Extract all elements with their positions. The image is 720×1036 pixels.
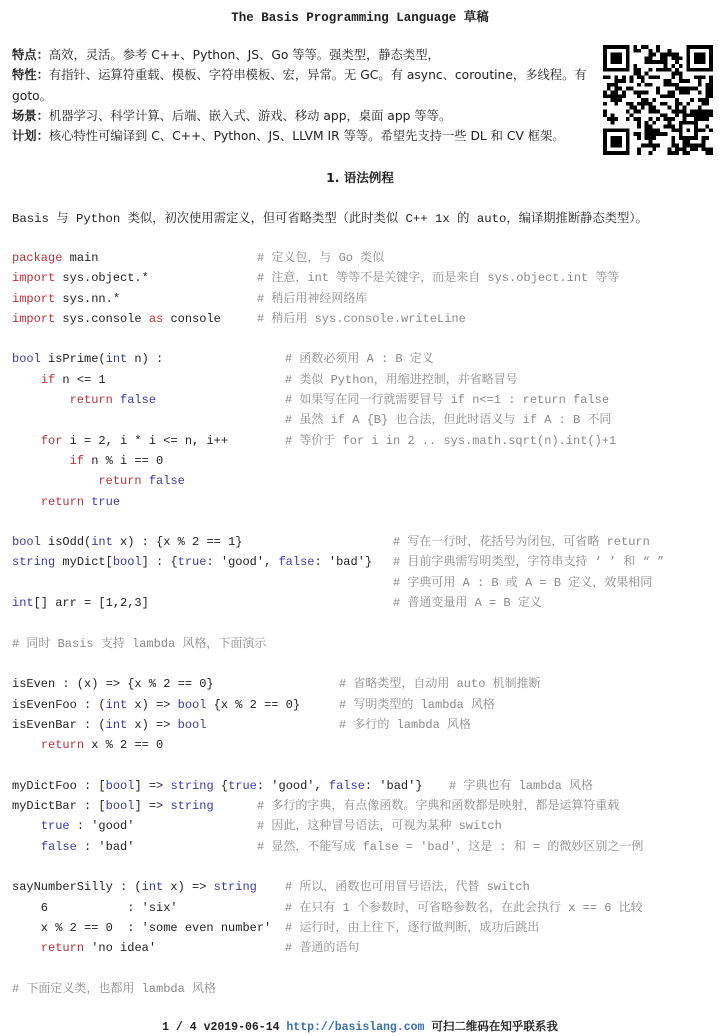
code-line	[12, 613, 717, 633]
keyword: return	[98, 474, 142, 489]
code-line	[12, 979, 717, 999]
code-comment: # 显然，不能写成 false = 'bad'，这是 : 和 = 的微妙区别之一例	[257, 839, 644, 854]
keyword: return	[40, 738, 85, 753]
code-comment: # 多行的字典，有点像函数。字典和函数都是映射，都是运算符重载	[257, 799, 620, 814]
code-comment: # 虽然 if A {B} 也合法，但此时语义与 if A : B 不同	[285, 413, 612, 428]
page-number: 1 / 4	[162, 1021, 197, 1034]
code-comment: # 下面定义类，也都用 lambda 风格	[12, 981, 217, 996]
code-text: myDict[	[55, 555, 113, 570]
type-token: false	[40, 839, 77, 854]
code-comment: # 字典可用 A : B 或 A = B 定义，效果相同	[393, 575, 653, 590]
code-text: {	[213, 778, 229, 793]
code-comment: # 字典也有 lambda 风格	[449, 778, 594, 793]
feature-label: 特性：	[12, 68, 49, 83]
code-line	[12, 552, 717, 572]
code-text	[12, 738, 41, 752]
code-comment: # 稍后用 sys.console.writeLine	[257, 311, 466, 326]
type-token: false	[328, 778, 365, 793]
type-token: true	[40, 819, 70, 834]
type-token: false	[148, 474, 185, 489]
code-comment: # 普通变量用 A = B 定义	[393, 596, 542, 611]
code-comment: # 在只有 1 个参数时，可省略参数名，在此会执行 x == 6 比较	[285, 900, 643, 915]
type-token: bool	[177, 717, 207, 732]
code-line	[12, 532, 717, 552]
version: v2019-06-14	[203, 1021, 280, 1034]
type-token: bool	[12, 535, 41, 550]
type-token: int	[91, 535, 113, 550]
code-text: : 'bad'}	[314, 555, 373, 570]
code-text: sayNumberSilly : (	[12, 880, 142, 895]
keyword: import	[12, 311, 56, 326]
code-line	[12, 431, 717, 451]
code-text: sys.console	[55, 311, 149, 326]
code-line	[12, 289, 717, 309]
code-text: n) :	[127, 352, 164, 367]
type-token: string	[12, 555, 56, 570]
code-comment: # 类似 Python，用缩进控制，并省略冒号	[285, 372, 518, 387]
code-line	[12, 248, 717, 268]
code-comment: # 定义包，与 Go 类似	[257, 251, 385, 265]
code-line	[12, 958, 717, 978]
code-text: : 'bad'}	[364, 778, 423, 793]
code-line	[12, 329, 717, 349]
type-token: true	[91, 494, 121, 509]
keyword: if	[69, 453, 85, 468]
code-line	[12, 796, 717, 816]
type-token: string	[170, 799, 214, 814]
code-line	[12, 573, 717, 593]
type-token: true	[228, 778, 257, 793]
code-comment: # 注意，int 等等不是关键字，而是来自 sys.object.int 等等	[257, 271, 620, 286]
feature-line	[12, 65, 602, 106]
code-text: isPrime(	[40, 352, 106, 367]
feature-line	[12, 45, 602, 65]
type-token: false	[120, 393, 157, 408]
code-text	[113, 393, 120, 407]
code-comment: # 多行的 lambda 风格	[339, 717, 472, 732]
code-comment: # 如果写在同一行就需要冒号 if n<=1 : return false	[285, 393, 610, 408]
code-text: : 'bad'	[76, 839, 135, 854]
type-token: bool	[105, 778, 135, 793]
code-comment: # 省略类型，自动用 auto 机制推断	[339, 677, 541, 692]
code-block	[12, 248, 717, 999]
code-comment: # 等价于 for i in 2 .. sys.math.sqrt(n).int()+1	[285, 433, 617, 448]
feature-label: 特点：	[12, 48, 49, 62]
feature-text: 高效，灵活。参考 C++、Python、JS、Go 等等。强类型，静态类型，	[48, 48, 440, 62]
keyword: package	[12, 251, 63, 265]
code-comment: # 写明类型的 lambda 风格	[339, 697, 496, 712]
code-text: isEven : (x) => {x % 2 == 0}	[12, 677, 214, 692]
keyword: import	[12, 291, 56, 306]
code-comment: # 运行时，由上往下，逐行做判断，成功后跳出	[285, 920, 540, 935]
keyword: return	[69, 393, 113, 408]
code-text: 'no idea'	[84, 941, 157, 956]
code-text	[12, 434, 41, 448]
feature-label: 场景：	[12, 108, 49, 123]
code-text: {x % 2 == 0}	[206, 697, 301, 712]
qr-code	[603, 45, 713, 155]
code-text: ] =>	[134, 799, 171, 814]
code-text: : 'good',	[206, 555, 279, 570]
code-line	[12, 634, 717, 654]
code-text: x) : {x % 2 == 1}	[112, 535, 243, 550]
code-text: n <= 1	[55, 372, 106, 387]
code-text: main	[62, 251, 99, 265]
code-comment: # 写在一行时，花括号为闭包，可省略 return	[393, 535, 650, 550]
code-text: myDictFoo : [	[12, 778, 106, 793]
keyword: as	[148, 311, 164, 326]
code-line	[12, 451, 717, 471]
code-text: sys.nn.*	[55, 291, 121, 306]
section-heading: 1. 语法例程	[326, 170, 394, 185]
code-line	[12, 776, 717, 796]
code-text: sys.object.*	[55, 271, 149, 286]
website-link[interactable]: http://basislang.com	[286, 1021, 425, 1034]
code-line	[12, 735, 717, 755]
code-text	[12, 373, 41, 387]
code-text: isEvenBar : (	[12, 717, 106, 732]
code-comment: # 因此，这种冒号语法，可视为某种 switch	[257, 819, 502, 834]
code-text	[12, 454, 70, 468]
code-line	[12, 309, 717, 329]
code-line	[12, 512, 717, 532]
code-text: n % i == 0	[84, 453, 164, 468]
keyword: import	[12, 271, 56, 286]
code-line	[12, 918, 717, 938]
code-text	[12, 474, 98, 488]
type-token: true	[177, 555, 207, 570]
type-token: int	[141, 880, 164, 895]
type-token: int	[105, 352, 128, 367]
feature-line	[12, 126, 602, 146]
code-line	[12, 816, 717, 836]
code-line	[12, 857, 717, 877]
code-text: myDictBar : [	[12, 799, 106, 814]
keyword: for	[40, 433, 63, 448]
code-text: ] =>	[134, 778, 171, 793]
code-line	[12, 268, 717, 288]
code-line	[12, 349, 717, 369]
code-text: isEvenFoo : (	[12, 697, 106, 712]
code-text: : 'good'	[69, 819, 135, 834]
code-text	[142, 474, 149, 488]
code-line	[12, 877, 717, 897]
code-comment: # 函数必须用 A : B 定义	[285, 352, 434, 367]
code-text	[12, 819, 41, 833]
page-footer	[0, 1018, 720, 1034]
code-line	[12, 695, 717, 715]
code-comment: # 目前字典需写明类型，字符串支持 ‘ ’ 和 “ ”	[393, 555, 665, 570]
code-line	[12, 898, 717, 918]
features-list	[12, 45, 602, 146]
code-line	[12, 593, 717, 613]
code-text: x % 2 == 0	[84, 738, 164, 753]
code-text	[12, 840, 41, 854]
code-text: x) =>	[163, 880, 214, 895]
keyword: return	[40, 941, 85, 956]
feature-label: 计划：	[12, 129, 49, 144]
type-token: bool	[112, 555, 142, 570]
code-line	[12, 492, 717, 512]
contact-note: 可扫二维码在知乎联系我	[431, 1021, 558, 1034]
type-token: bool	[12, 352, 41, 367]
code-text: [] arr = [1,2,3]	[33, 596, 149, 611]
keyword: return	[40, 494, 85, 509]
code-line	[12, 715, 717, 735]
feature-line	[12, 106, 602, 126]
code-text: x) =>	[127, 717, 178, 732]
code-line	[12, 370, 717, 390]
keyword: if	[40, 372, 56, 387]
code-line	[12, 755, 717, 775]
type-token: int	[105, 717, 128, 732]
code-line	[12, 471, 717, 491]
document-title: The Basis Programming Language 草稿	[231, 11, 489, 25]
code-comment: # 所以，函数也可用冒号语法，代替 switch	[285, 880, 530, 895]
code-text: x % 2 == 0 : 'some even number'	[12, 920, 272, 935]
code-line	[12, 410, 717, 430]
type-token: int	[105, 697, 128, 712]
code-text	[12, 495, 41, 509]
code-line	[12, 837, 717, 857]
code-text	[12, 393, 70, 407]
code-line	[12, 654, 717, 674]
code-text: x) =>	[127, 697, 178, 712]
code-comment: # 同时 Basis 支持 lambda 风格，下面演示	[12, 636, 267, 651]
code-line	[12, 674, 717, 694]
code-line	[12, 390, 717, 410]
type-token: string	[170, 778, 214, 793]
type-token: int	[12, 596, 34, 611]
type-token: bool	[177, 697, 207, 712]
code-text	[12, 941, 41, 955]
code-comment: # 稍后用神经网络库	[257, 291, 368, 306]
code-text: : 'good',	[256, 778, 329, 793]
code-comment: # 普通的语句	[285, 941, 360, 956]
code-text: console	[163, 311, 221, 326]
type-token: string	[213, 880, 257, 895]
feature-text: 机器学习、科学计算、后端、嵌入式、游戏、移动 app，桌面 app 等等。	[48, 108, 452, 123]
intro-paragraph: Basis 与 Python 类似，初次使用需定义，但可省略类型（此时类似 C++ 1x 的 auto，编译期推断静态类型）。	[12, 212, 648, 226]
feature-text: 有指针、运算符重载、模板、字符串模板、宏，异常。无 GC。有 async、coroutine，多线程。有 goto。	[12, 68, 587, 103]
code-text: 6 : 'six'	[12, 900, 178, 915]
code-line	[12, 938, 717, 958]
code-text: i = 2, i * i <= n, i++	[62, 433, 229, 448]
type-token: false	[278, 555, 315, 570]
feature-text: 核心特性可编译到 C、C++、Python、JS、LLVM IR 等等。希望先支持一些 DL 和 CV 框架。	[48, 129, 565, 144]
type-token: bool	[105, 799, 135, 814]
code-text: ] : {	[141, 555, 178, 570]
code-text: isOdd(	[40, 535, 92, 550]
